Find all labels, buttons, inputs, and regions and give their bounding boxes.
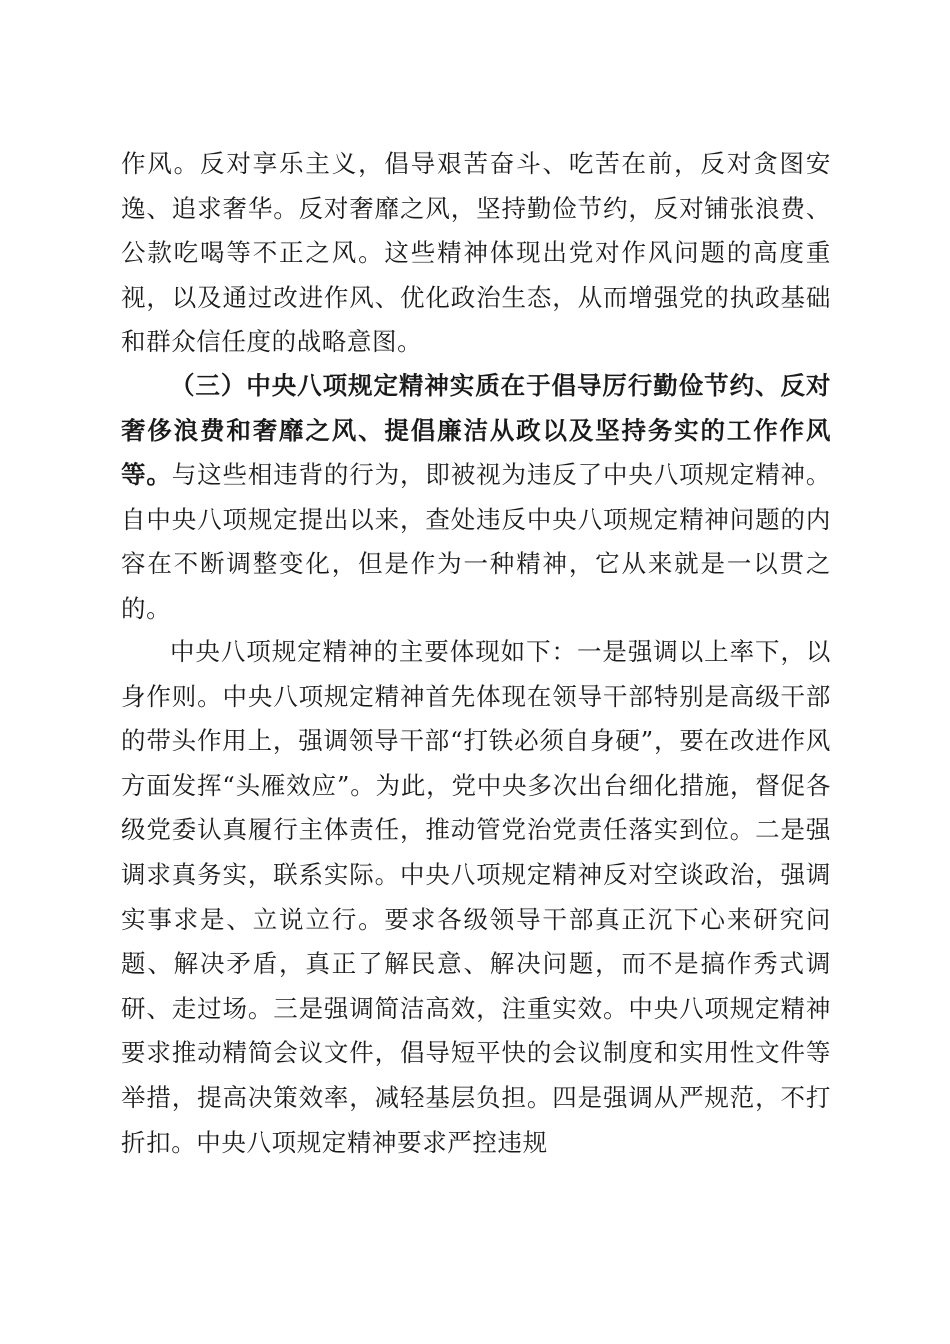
- section-three-block: [121, 364, 831, 632]
- section-three-body: 与这些相违背的行为，即被视为违反了中央八项规定精神。自中央八项规定提出以来，查处违反中央八项规定精神问题的内容在不断调整变化，但是作为一种精神，它从来就是一以贯之的。: [121, 460, 831, 623]
- paragraph-continuation-block: [121, 142, 831, 365]
- paragraph-continuation: 作风。反对享乐主义，倡导艰苦奋斗、吃苦在前，反对贪图安逸、追求奢华。反对奢靡之风，坚持勤俭节约，反对铺张浪费、公款吃喝等不正之风。这些精神体现出党对作风问题的高度重视，以及通过改进作风、优化政治生态，从而增强党的执政基础和群众信任度的战略意图。: [121, 149, 831, 357]
- section-three-heading: （三）中央八项规定精神实质在于倡导厉行勤俭节约、反对奢侈浪费和奢靡之风、提倡廉洁从政以及坚持务实的工作作风等。: [121, 371, 831, 490]
- main-manifestations-paragraph: 中央八项规定精神的主要体现如下：一是强调以上率下，以身作则。中央八项规定精神首先体现在领导干部特别是高级干部的带头作用上，强调领导干部“打铁必须自身硬”，要在改进作风方面发挥“头雁效应”。为此，党中央多次出台细化措施，督促各级党委认真履行主体责任，推动管党治党责任落实到位。二是强调求真务实，联系实际。中央八项规定精神反对空谈政治，强调实事求是、立说立行。要求各级领导干部真正沉下心来研究问题、解决矛盾，真正了解民意、解决问题，而不是搞作秀式调研、走过场。三是强调简洁高效，注重实效。中央八项规定精神要求推动精简会议文件，倡导短平快的会议制度和实用性文件等举措，提高决策效率，减轻基层负担。四是强调从严规范，不打折扣。中央八项规定精神要求严控违规: [121, 637, 831, 1157]
- main-manifestations-block: [121, 630, 831, 1165]
- section-three-paragraph: [121, 364, 831, 632]
